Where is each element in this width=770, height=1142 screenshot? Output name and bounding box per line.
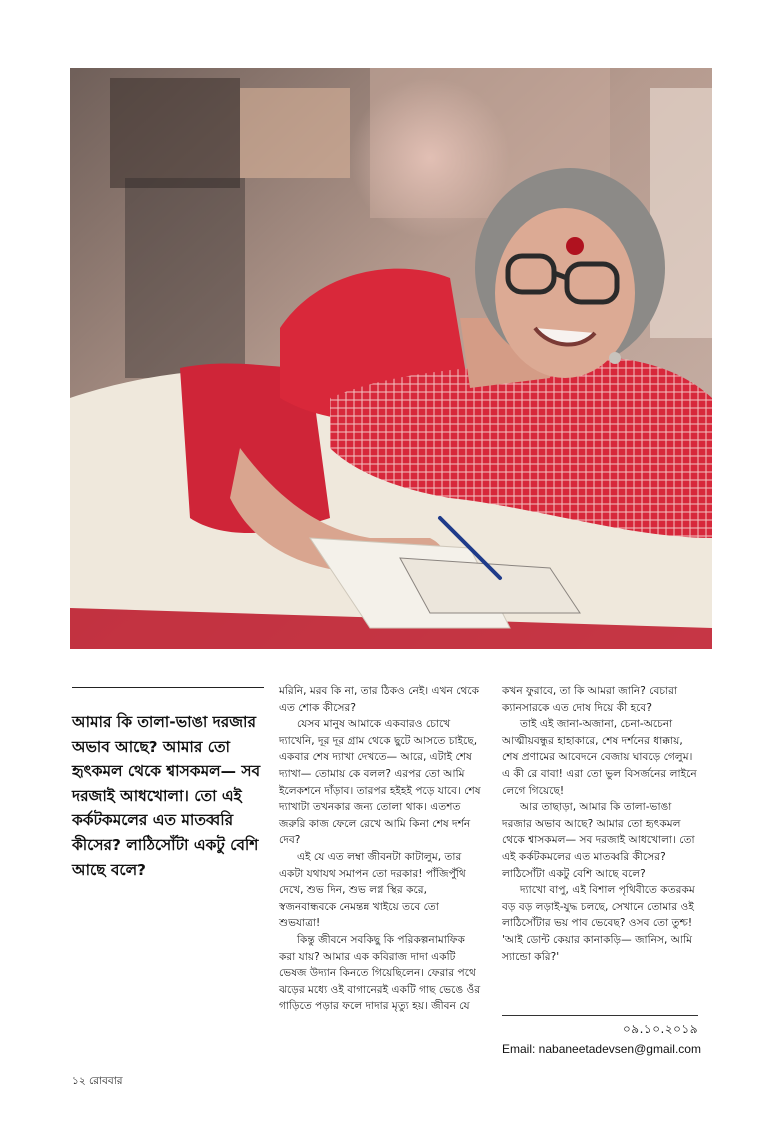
paragraph: এই যে এত লম্বা জীবনটা কাটালুম, তার একটা যথাযথ সমাপন তো দরকার! পাঁজিপুঁথি দেখে, শুভ দিন, শুভ লগ্ন স্থির করে, স্বজনবান্ধবকে নেমন্তন্ন খাইয়ে তবে তো শুভযাত্রা!	[279, 850, 466, 930]
article-date: ০৯.১০.২০১৯	[623, 1022, 698, 1036]
article-column-3	[502, 683, 700, 965]
signature-rule	[502, 1015, 698, 1016]
pull-quote-rule	[72, 687, 264, 688]
author-email[interactable]: Email: nabaneetadevsen@gmail.com	[502, 1042, 701, 1056]
paragraph: দ্যাখো বাপু, এই বিশাল পৃথিবীতে কতরকম বড় বড় লড়াই-যুদ্ধ চলছে, সেখানে তোমার ওই লাঠিসোঁটার ভয় পাব ভেবেছ? ওসব তো তুশ্চ! 'আই ডোন্ট কেয়ার কানাকড়ি— জানিস, আমি স্যান্ডো করি?'	[502, 884, 695, 963]
paragraph: আর তাছাড়া, আমার কি তালা-ভাঙা দরজার অভাব আছে? আমার তো হৃৎকমল থেকে শ্বাসকমল— সব দরজাই আধখোলা। তো এই কর্কটকমলের এত মাতব্বরি কীসের? লাঠিসোঁটা একটু বেশি আছে বলে?	[502, 801, 695, 880]
pull-quote-column	[72, 683, 264, 882]
portrait-illustration	[70, 68, 712, 649]
pull-quote: আমার কি তালা-ভাঙা দরজার অভাব আছে? আমার তো হৃৎকমল থেকে শ্বাসকমল— সব দরজাই আধখোলা। তো এই কর্কটকমলের এত মাতব্বরি কীসের? লাঠিসোঁটা একটু বেশি আছে বলে?	[72, 713, 261, 879]
article-column-2	[279, 683, 483, 1015]
article-photo	[70, 68, 712, 649]
page-footer: ১২ রোববার	[72, 1075, 123, 1087]
paragraph: যেসব মানুষ আমাকে একবারও চোখে দ্যাখেনি, দূর দূর গ্রাম থেকে ছুটে আসতে চাইছে, একবার শেষ দ্যাখা দেখতে— আরে, এটাই শেষ দ্যাখা— তোমায় কে বলল? এরপর তো আমি ইলেকশনে দাঁড়াব। তারপর হইহই পড়ে যাবে। শেষ দ্যাখাটা তখনকার জন্য তোলা থাক। এতশত জরুরি কাজ ফেলে রেখে আমি কিনা শেষ দর্শন দেব?	[279, 718, 481, 847]
paragraph: তাই এই জানা-অজানা, চেনা-অচেনা আত্মীয়বন্ধুর হাহাকারে, শেষ দর্শনের ধাক্কায়, শেষ প্রণামের আবেদনে বেজায় ঘাবড়ে গেলুম। এ কী রে বাবা! এরা তো ভুল বিসর্জনের লাইনে লেগে গিয়েছে!	[502, 718, 697, 797]
paragraph: কখন ফুরাবে, তা কি আমরা জানি? বেচারা ক্যানসারকে এত দোষ দিয়ে কী হবে?	[502, 685, 678, 714]
bindi	[566, 237, 584, 255]
paragraph: কিন্তু জীবনে সবকিছু কি পরিকল্পনামাফিক করা যায়? আমার এক কবিরাজ দাদা একটি ভেষজ উদ্যান কিনতে গিয়েছিলেন। ফেরার পথে ঝড়ের মধ্যে ওই বাগানেরই একটি গাছ ভেঙে ওঁর গাড়িতে পড়ার ফলে দাদার মৃত্যু হয়। জীবন যে	[279, 933, 481, 1013]
paragraph: মরিনি, মরব কি না, তার ঠিকও নেই। এখন থেকে এত শোক কীসের?	[279, 685, 480, 714]
